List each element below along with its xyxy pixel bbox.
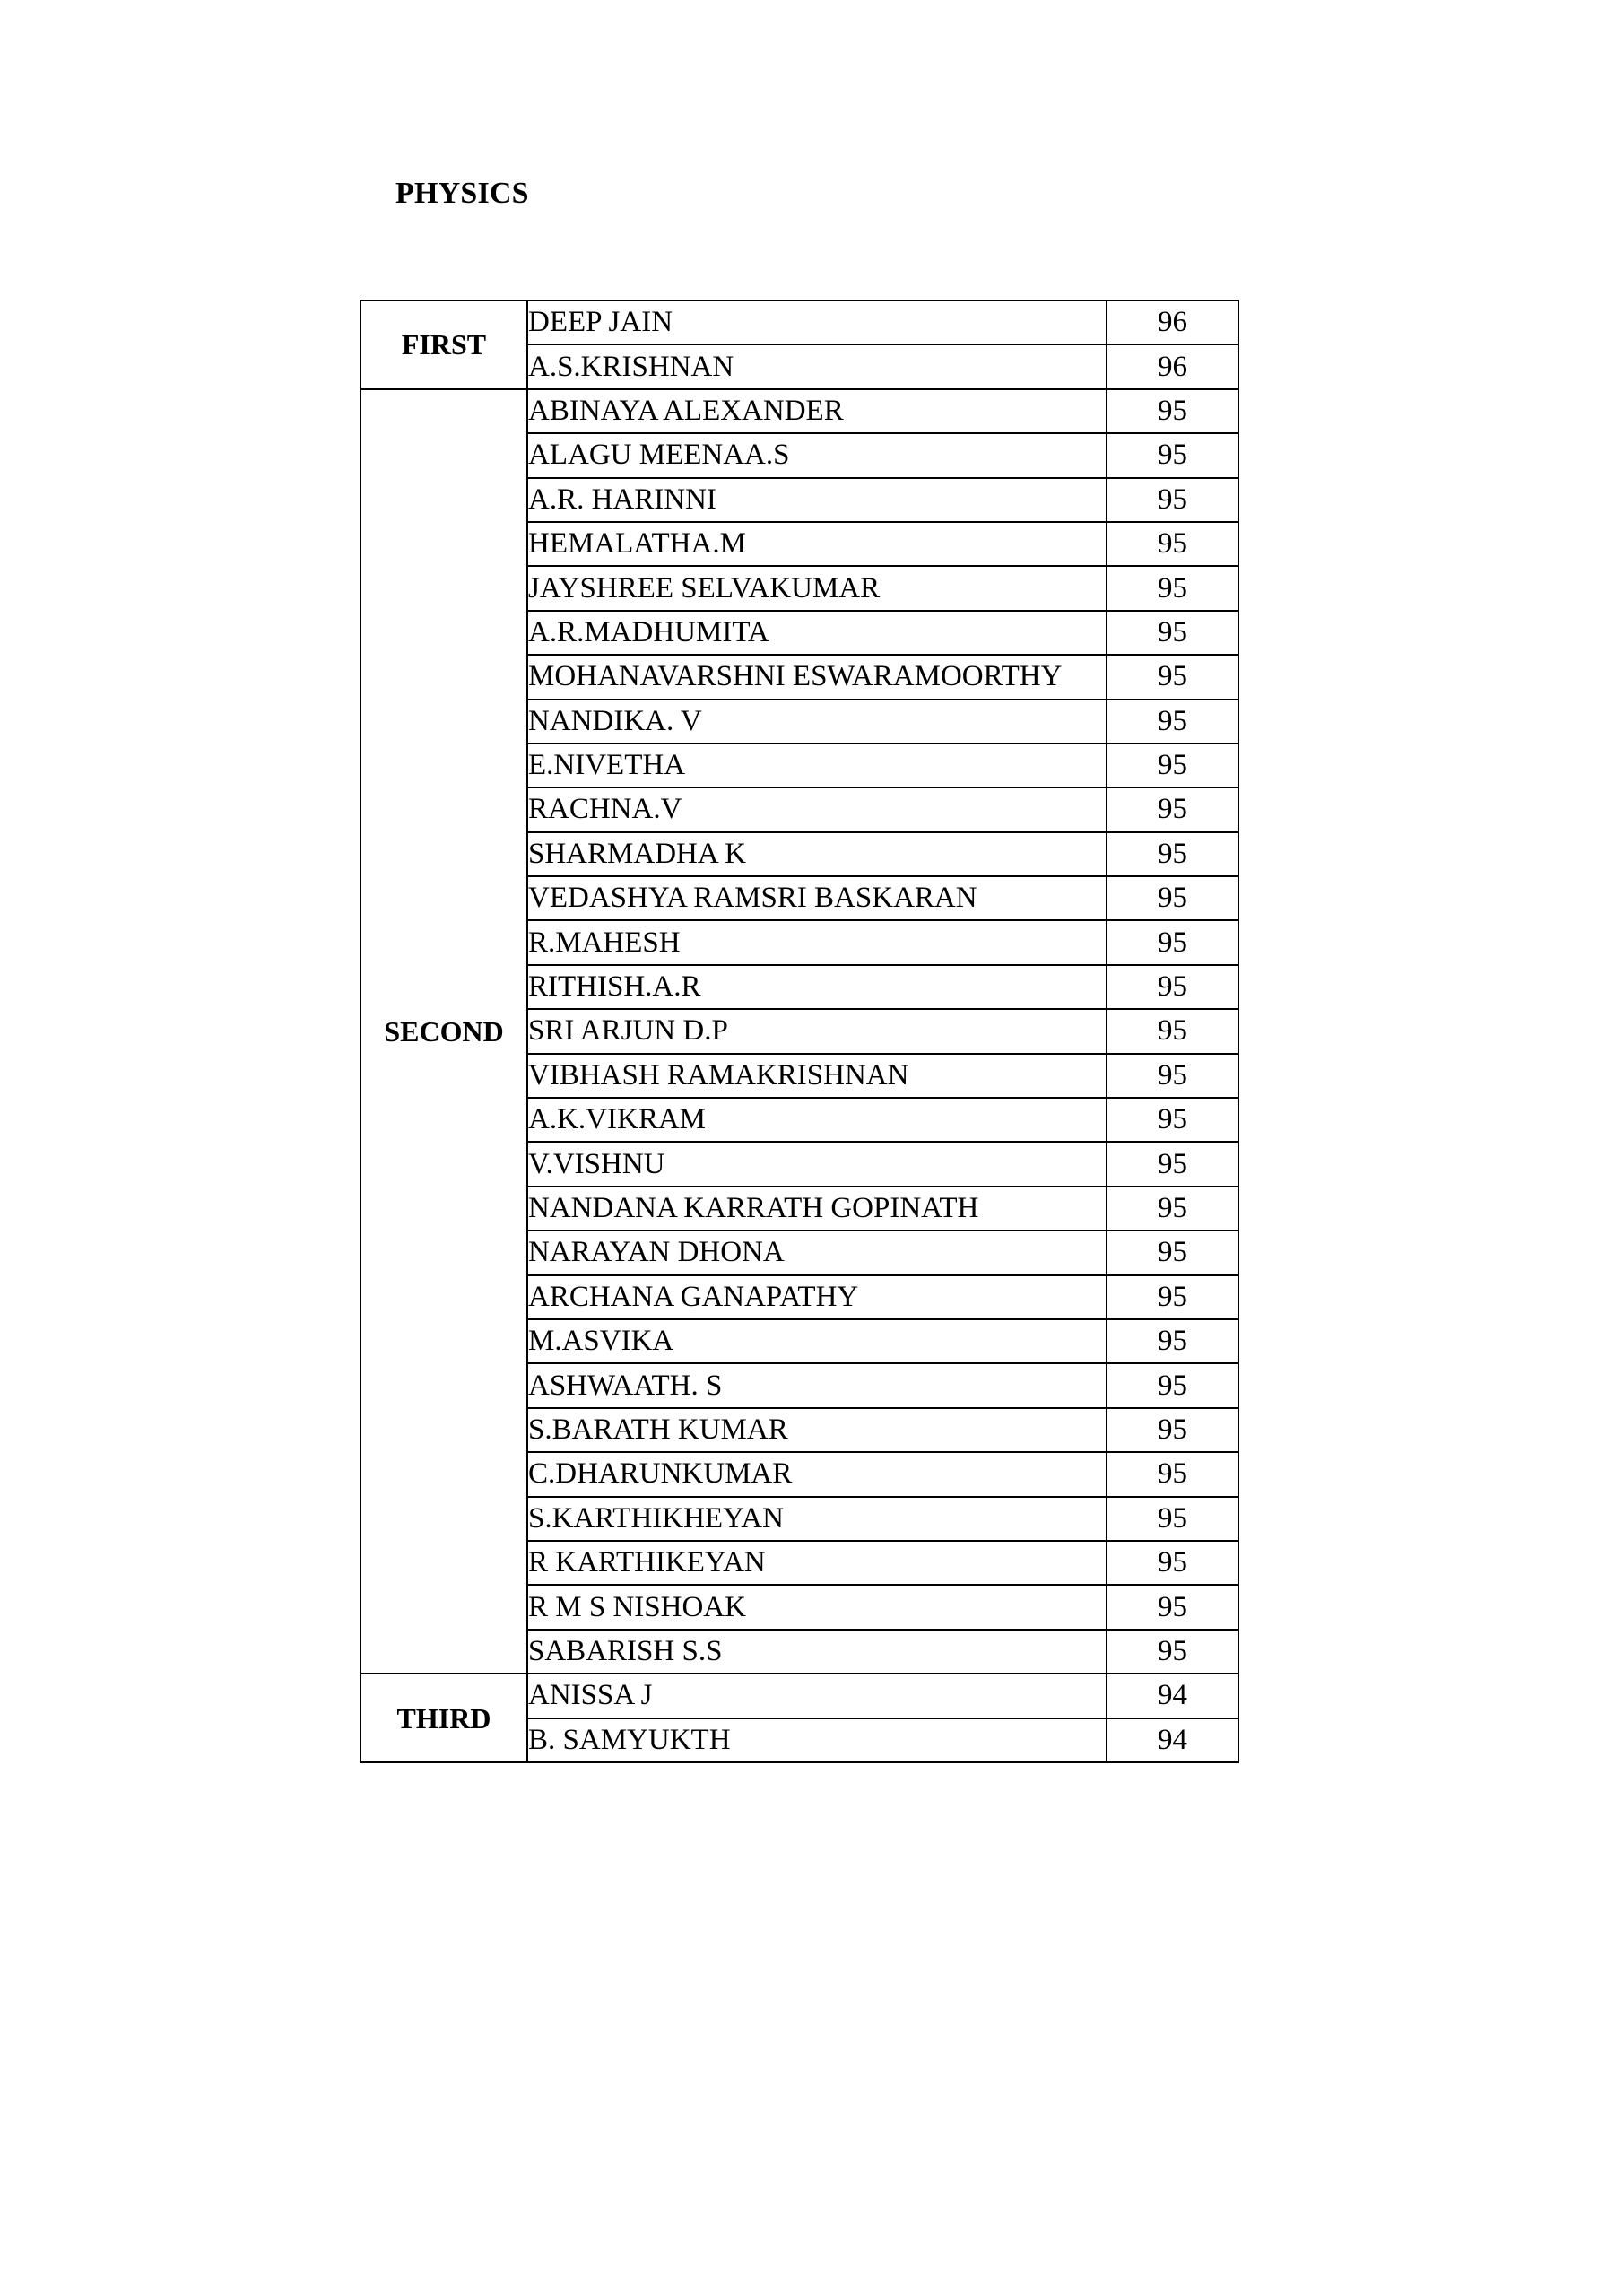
- student-score: 95: [1107, 1054, 1238, 1098]
- student-score: 95: [1107, 1231, 1238, 1274]
- student-score: 95: [1107, 478, 1238, 522]
- student-name: VIBHASH RAMAKRISHNAN: [527, 1054, 1107, 1098]
- student-name: A.R. HARINNI: [527, 478, 1107, 522]
- student-score: 95: [1107, 389, 1238, 433]
- results-table-body: [360, 300, 1238, 1762]
- student-score: 95: [1107, 655, 1238, 699]
- student-score: 95: [1107, 611, 1238, 655]
- student-score: 95: [1107, 1452, 1238, 1496]
- table-row: [360, 1674, 1238, 1718]
- student-score: 94: [1107, 1718, 1238, 1762]
- student-score: 95: [1107, 1275, 1238, 1319]
- student-name: R KARTHIKEYAN: [527, 1541, 1107, 1585]
- student-name: ALAGU MEENAA.S: [527, 433, 1107, 477]
- student-score: 96: [1107, 300, 1238, 344]
- student-name: A.S.KRISHNAN: [527, 344, 1107, 388]
- student-score: 95: [1107, 1142, 1238, 1186]
- student-name: S.BARATH KUMAR: [527, 1408, 1107, 1452]
- student-score: 95: [1107, 1187, 1238, 1231]
- student-score: 95: [1107, 787, 1238, 831]
- student-name: A.R.MADHUMITA: [527, 611, 1107, 655]
- student-name: B. SAMYUKTH: [527, 1718, 1107, 1762]
- results-table: [360, 300, 1239, 1763]
- student-name: R.MAHESH: [527, 920, 1107, 964]
- student-name: SRI ARJUN D.P: [527, 1009, 1107, 1053]
- student-name: ABINAYA ALEXANDER: [527, 389, 1107, 433]
- student-score: 95: [1107, 1630, 1238, 1674]
- student-score: 95: [1107, 1541, 1238, 1585]
- student-name: C.DHARUNKUMAR: [527, 1452, 1107, 1496]
- table-row: [360, 300, 1238, 344]
- student-name: ARCHANA GANAPATHY: [527, 1275, 1107, 1319]
- student-name: NARAYAN DHONA: [527, 1231, 1107, 1274]
- student-name: A.K.VIKRAM: [527, 1098, 1107, 1142]
- student-score: 96: [1107, 344, 1238, 388]
- student-name: NANDIKA. V: [527, 700, 1107, 744]
- student-score: 95: [1107, 1319, 1238, 1363]
- student-name: NANDANA KARRATH GOPINATH: [527, 1187, 1107, 1231]
- page-title: PHYSICS: [395, 177, 529, 210]
- student-name: HEMALATHA.M: [527, 522, 1107, 566]
- student-score: 95: [1107, 920, 1238, 964]
- student-score: 94: [1107, 1674, 1238, 1718]
- student-name: M.ASVIKA: [527, 1319, 1107, 1363]
- rank-label-second: SECOND: [360, 389, 527, 1674]
- student-name: E.NIVETHA: [527, 744, 1107, 787]
- student-score: 95: [1107, 1363, 1238, 1407]
- student-score: 95: [1107, 700, 1238, 744]
- student-score: 95: [1107, 1585, 1238, 1629]
- student-name: SHARMADHA K: [527, 832, 1107, 876]
- student-name: R M S NISHOAK: [527, 1585, 1107, 1629]
- student-name: RITHISH.A.R: [527, 965, 1107, 1009]
- student-score: 95: [1107, 1098, 1238, 1142]
- student-name: JAYSHREE SELVAKUMAR: [527, 566, 1107, 610]
- student-name: ANISSA J: [527, 1674, 1107, 1718]
- student-score: 95: [1107, 1497, 1238, 1541]
- student-name: VEDASHYA RAMSRI BASKARAN: [527, 876, 1107, 920]
- student-score: 95: [1107, 433, 1238, 477]
- student-name: SABARISH S.S: [527, 1630, 1107, 1674]
- table-row: [360, 389, 1238, 433]
- student-score: 95: [1107, 1009, 1238, 1053]
- rank-label-first: FIRST: [360, 300, 527, 389]
- student-name: V.VISHNU: [527, 1142, 1107, 1186]
- rank-label-third: THIRD: [360, 1674, 527, 1762]
- student-name: S.KARTHIKHEYAN: [527, 1497, 1107, 1541]
- student-name: ASHWAATH. S: [527, 1363, 1107, 1407]
- student-score: 95: [1107, 832, 1238, 876]
- student-score: 95: [1107, 522, 1238, 566]
- student-score: 95: [1107, 744, 1238, 787]
- student-score: 95: [1107, 876, 1238, 920]
- student-name: DEEP JAIN: [527, 300, 1107, 344]
- student-name: RACHNA.V: [527, 787, 1107, 831]
- student-score: 95: [1107, 1408, 1238, 1452]
- student-score: 95: [1107, 965, 1238, 1009]
- student-name: MOHANAVARSHNI ESWARAMOORTHY: [527, 655, 1107, 699]
- student-score: 95: [1107, 566, 1238, 610]
